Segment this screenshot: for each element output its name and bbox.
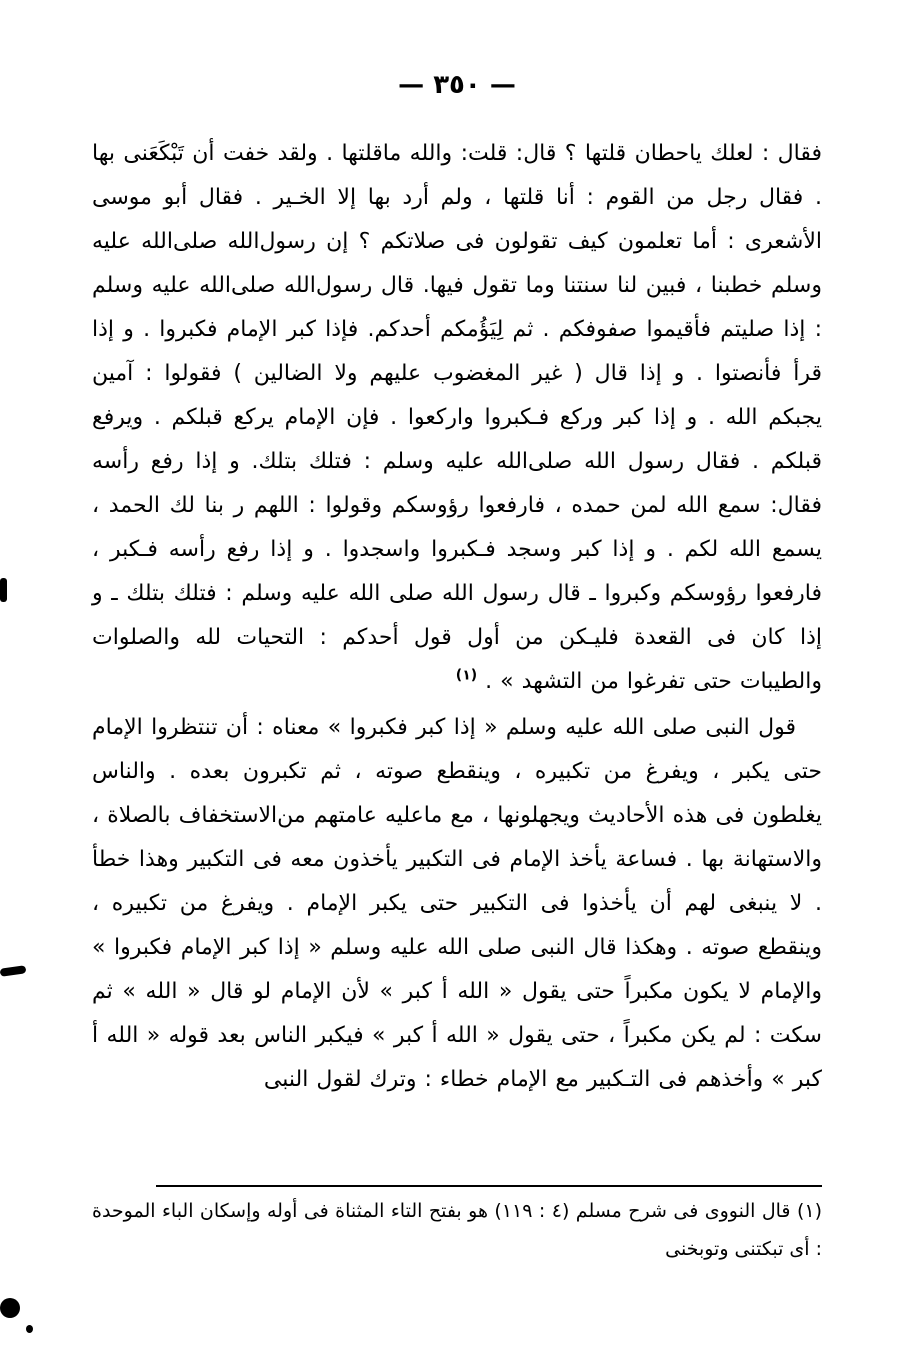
scan-mark-left-4 bbox=[26, 1325, 33, 1333]
paragraph-1 bbox=[92, 132, 822, 704]
footnote-text: (١) قال النووى فى شرح مسلم (٤ : ١١٩) هو بفتح التاء المثناة فى أوله وإسكان الباء الموحدة : أى تبكتنى وتوبخنى bbox=[92, 1200, 822, 1260]
paragraph-1-text: فقال : لعلك ياحطان قلتها ؟ قال: قلت: والله ماقلتها . ولقد خفت أن تَبْكَعَنى بها . فقال رجل من القوم : أنا قلتها ، ولم أرد بها إلا الخـير . فقال أبو موسى الأشعرى : أما تعلمون كيف تقولون فى صلاتكم ؟ إن رسول‌الله صلى‌الله عليه وسلم خطبنا ، فبين لنا سنتنا وما تقول فيها. قال رسول‌الله صلى‌الله عليه وسلم : إذا صليتم فأقيموا صفوفكم . ثم لِيَؤُمكم أحدكم. فإذا كبر الإمام فكبروا . و إذا قرأ فأنصتوا . و إذا قال ( غير المغضوب عليهم ولا الضالين ) فقولوا : آمين يجبكم الله . و إذا كبر وركع فـكبروا واركعوا . فإن الإمام يركع قبلكم . ويرفع قبلكم . فقال رسول الله صلى‌الله عليه وسلم : فتلك بتلك. و إذا رفع رأسه فقال: سمع الله لمن حمده ، فارفعوا رؤوسكم وقولوا : اللهم ر بنا لك الحمد ، يسمع الله لكم . و إذا كبر وسجد فـكبروا واسجدوا . و إذا رفع رأسه فـكبر ، فارفعوا رؤوسكم وكبروا ـ قال رسول الله صلى الله عليه وسلم : فتلك بتلك ـ و إذا كان فى القعدة فليـكن من أول قول أحدكم : التحيات لله والصلوات والطيبات حتى تفرغوا من التشهد » . bbox=[92, 141, 822, 694]
scan-mark-left-1 bbox=[0, 578, 7, 602]
page-number: — ٣٥٠ — bbox=[398, 70, 516, 100]
paragraph-2: قول النبى صلى الله عليه وسلم « إذا كبر فكبروا » معناه : أن تنتظروا الإمام حتى يكبر ، ويفرغ من تكبيره ، وينقطع صوته ، ثم تكبرون بعده . والناس يغلطون فى هذه الأحاديث ويجهلونها ، مع ماعليه عامتهم من‌الاستخفاف بالصلاة ، والاستهانة بها . فساعة يأخذ الإمام فى التكبير يأخذون معه فى التكبير وهذا خطأ . لا ينبغى لهم أن يأخذوا فى التكبير حتى يكبر الإمام . ويفرغ من تكبيره ، وينقطع صوته . وهكذا قال النبى صلى الله عليه وسلم « إذا كبر الإمام فكبروا » والإمام لا يكون مكبراً حتى يقول « الله أ كبر » لأن الإمام لو قال « الله » ثم سكت : لم يكن مكبراً ، حتى يقول « الله أ كبر » فيكبر الناس بعد قوله « الله أ كبر » وأخذهم فى التـكبير مع الإمام خطاء : وترك لقول النبى bbox=[92, 715, 822, 1092]
footnote-separator bbox=[156, 1185, 822, 1187]
scan-mark-left-3 bbox=[0, 1298, 20, 1318]
main-text bbox=[92, 132, 822, 1102]
footnote-reference: (١) bbox=[455, 667, 478, 684]
scan-mark-left-2 bbox=[0, 965, 26, 977]
